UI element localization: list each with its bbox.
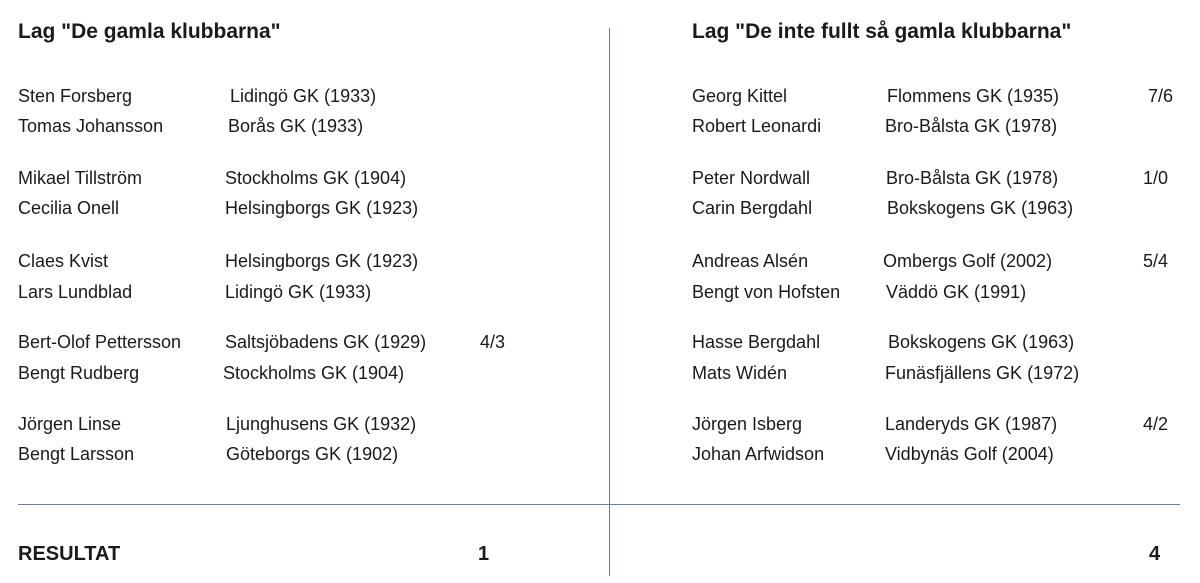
player-name: Claes Kvist — [18, 251, 109, 271]
player-name: Jörgen Linse — [18, 414, 122, 434]
player-name: Bert-Olof Pettersson — [18, 332, 182, 352]
table-row — [18, 280, 598, 304]
table-row — [692, 330, 1182, 354]
match-score: 4/2 — [1143, 414, 1169, 434]
match-score: 4/3 — [480, 332, 506, 352]
player-name: Cecilia Onell — [18, 198, 120, 218]
player-club: Bro-Bålsta GK (1978) — [886, 168, 1059, 188]
player-club: Ombergs Golf (2002) — [883, 251, 1053, 271]
player-club: Flommens GK (1935) — [887, 86, 1060, 106]
player-name: Jörgen Isberg — [692, 414, 803, 434]
horizontal-divider — [18, 504, 1180, 505]
table-row — [692, 166, 1182, 190]
table-row — [18, 330, 598, 354]
player-club: Stockholms GK (1904) — [223, 363, 405, 383]
table-row — [18, 196, 598, 220]
table-row — [692, 114, 1182, 138]
player-club: Lidingö GK (1933) — [225, 282, 372, 302]
table-row — [692, 412, 1182, 436]
table-row — [692, 280, 1182, 304]
player-name: Andreas Alsén — [692, 251, 809, 271]
player-name: Bengt Larsson — [18, 444, 135, 464]
match-score: 1/0 — [1143, 168, 1169, 188]
player-name: Robert Leonardi — [692, 116, 822, 136]
table-row — [18, 166, 598, 190]
player-club: Helsingborgs GK (1923) — [225, 251, 419, 271]
player-club: Landeryds GK (1987) — [885, 414, 1058, 434]
match-score: 5/4 — [1143, 251, 1169, 271]
table-row — [18, 114, 598, 138]
player-name: Lars Lundblad — [18, 282, 133, 302]
table-row — [692, 361, 1182, 385]
table-row — [692, 249, 1182, 273]
player-club: Stockholms GK (1904) — [225, 168, 407, 188]
player-name: Georg Kittel — [692, 86, 788, 106]
player-club: Vidbynäs Golf (2004) — [885, 444, 1054, 464]
player-club: Saltsjöbadens GK (1929) — [225, 332, 427, 352]
table-row — [18, 361, 598, 385]
player-club: Lidingö GK (1933) — [230, 86, 377, 106]
table-row — [18, 412, 598, 436]
match-score: 7/6 — [1148, 86, 1174, 106]
player-name: Carin Bergdahl — [692, 198, 813, 218]
player-club: Ljunghusens GK (1932) — [226, 414, 417, 434]
player-name: Mikael Tillström — [18, 168, 143, 188]
player-club: Väddö GK (1991) — [886, 282, 1027, 302]
player-club: Borås GK (1933) — [228, 116, 364, 136]
player-club: Funäsfjällens GK (1972) — [885, 363, 1080, 383]
vertical-divider — [609, 28, 610, 576]
left-team-title: Lag "De gamla klubbarna" — [18, 20, 281, 43]
table-row — [692, 84, 1182, 108]
player-club: Helsingborgs GK (1923) — [225, 198, 419, 218]
table-row — [692, 442, 1182, 466]
player-name: Tomas Johansson — [18, 116, 164, 136]
player-club: Göteborgs GK (1902) — [226, 444, 399, 464]
player-name: Bengt Rudberg — [18, 363, 140, 383]
right-team-total: 4 — [1149, 543, 1161, 565]
player-name: Johan Arfwidson — [692, 444, 825, 464]
left-team-total: 1 — [478, 543, 490, 565]
player-name: Mats Widén — [692, 363, 788, 383]
table-row — [18, 249, 598, 273]
right-team-title: Lag "De inte fullt så gamla klubbarna" — [692, 20, 1072, 43]
player-name: Sten Forsberg — [18, 86, 133, 106]
table-row — [18, 442, 598, 466]
player-club: Bokskogens GK (1963) — [888, 332, 1075, 352]
result-label: RESULTAT — [18, 543, 121, 565]
player-name: Hasse Bergdahl — [692, 332, 821, 352]
table-row — [692, 196, 1182, 220]
player-name: Peter Nordwall — [692, 168, 811, 188]
player-club: Bro-Bålsta GK (1978) — [885, 116, 1058, 136]
player-name: Bengt von Hofsten — [692, 282, 841, 302]
player-club: Bokskogens GK (1963) — [887, 198, 1074, 218]
table-row — [18, 84, 598, 108]
